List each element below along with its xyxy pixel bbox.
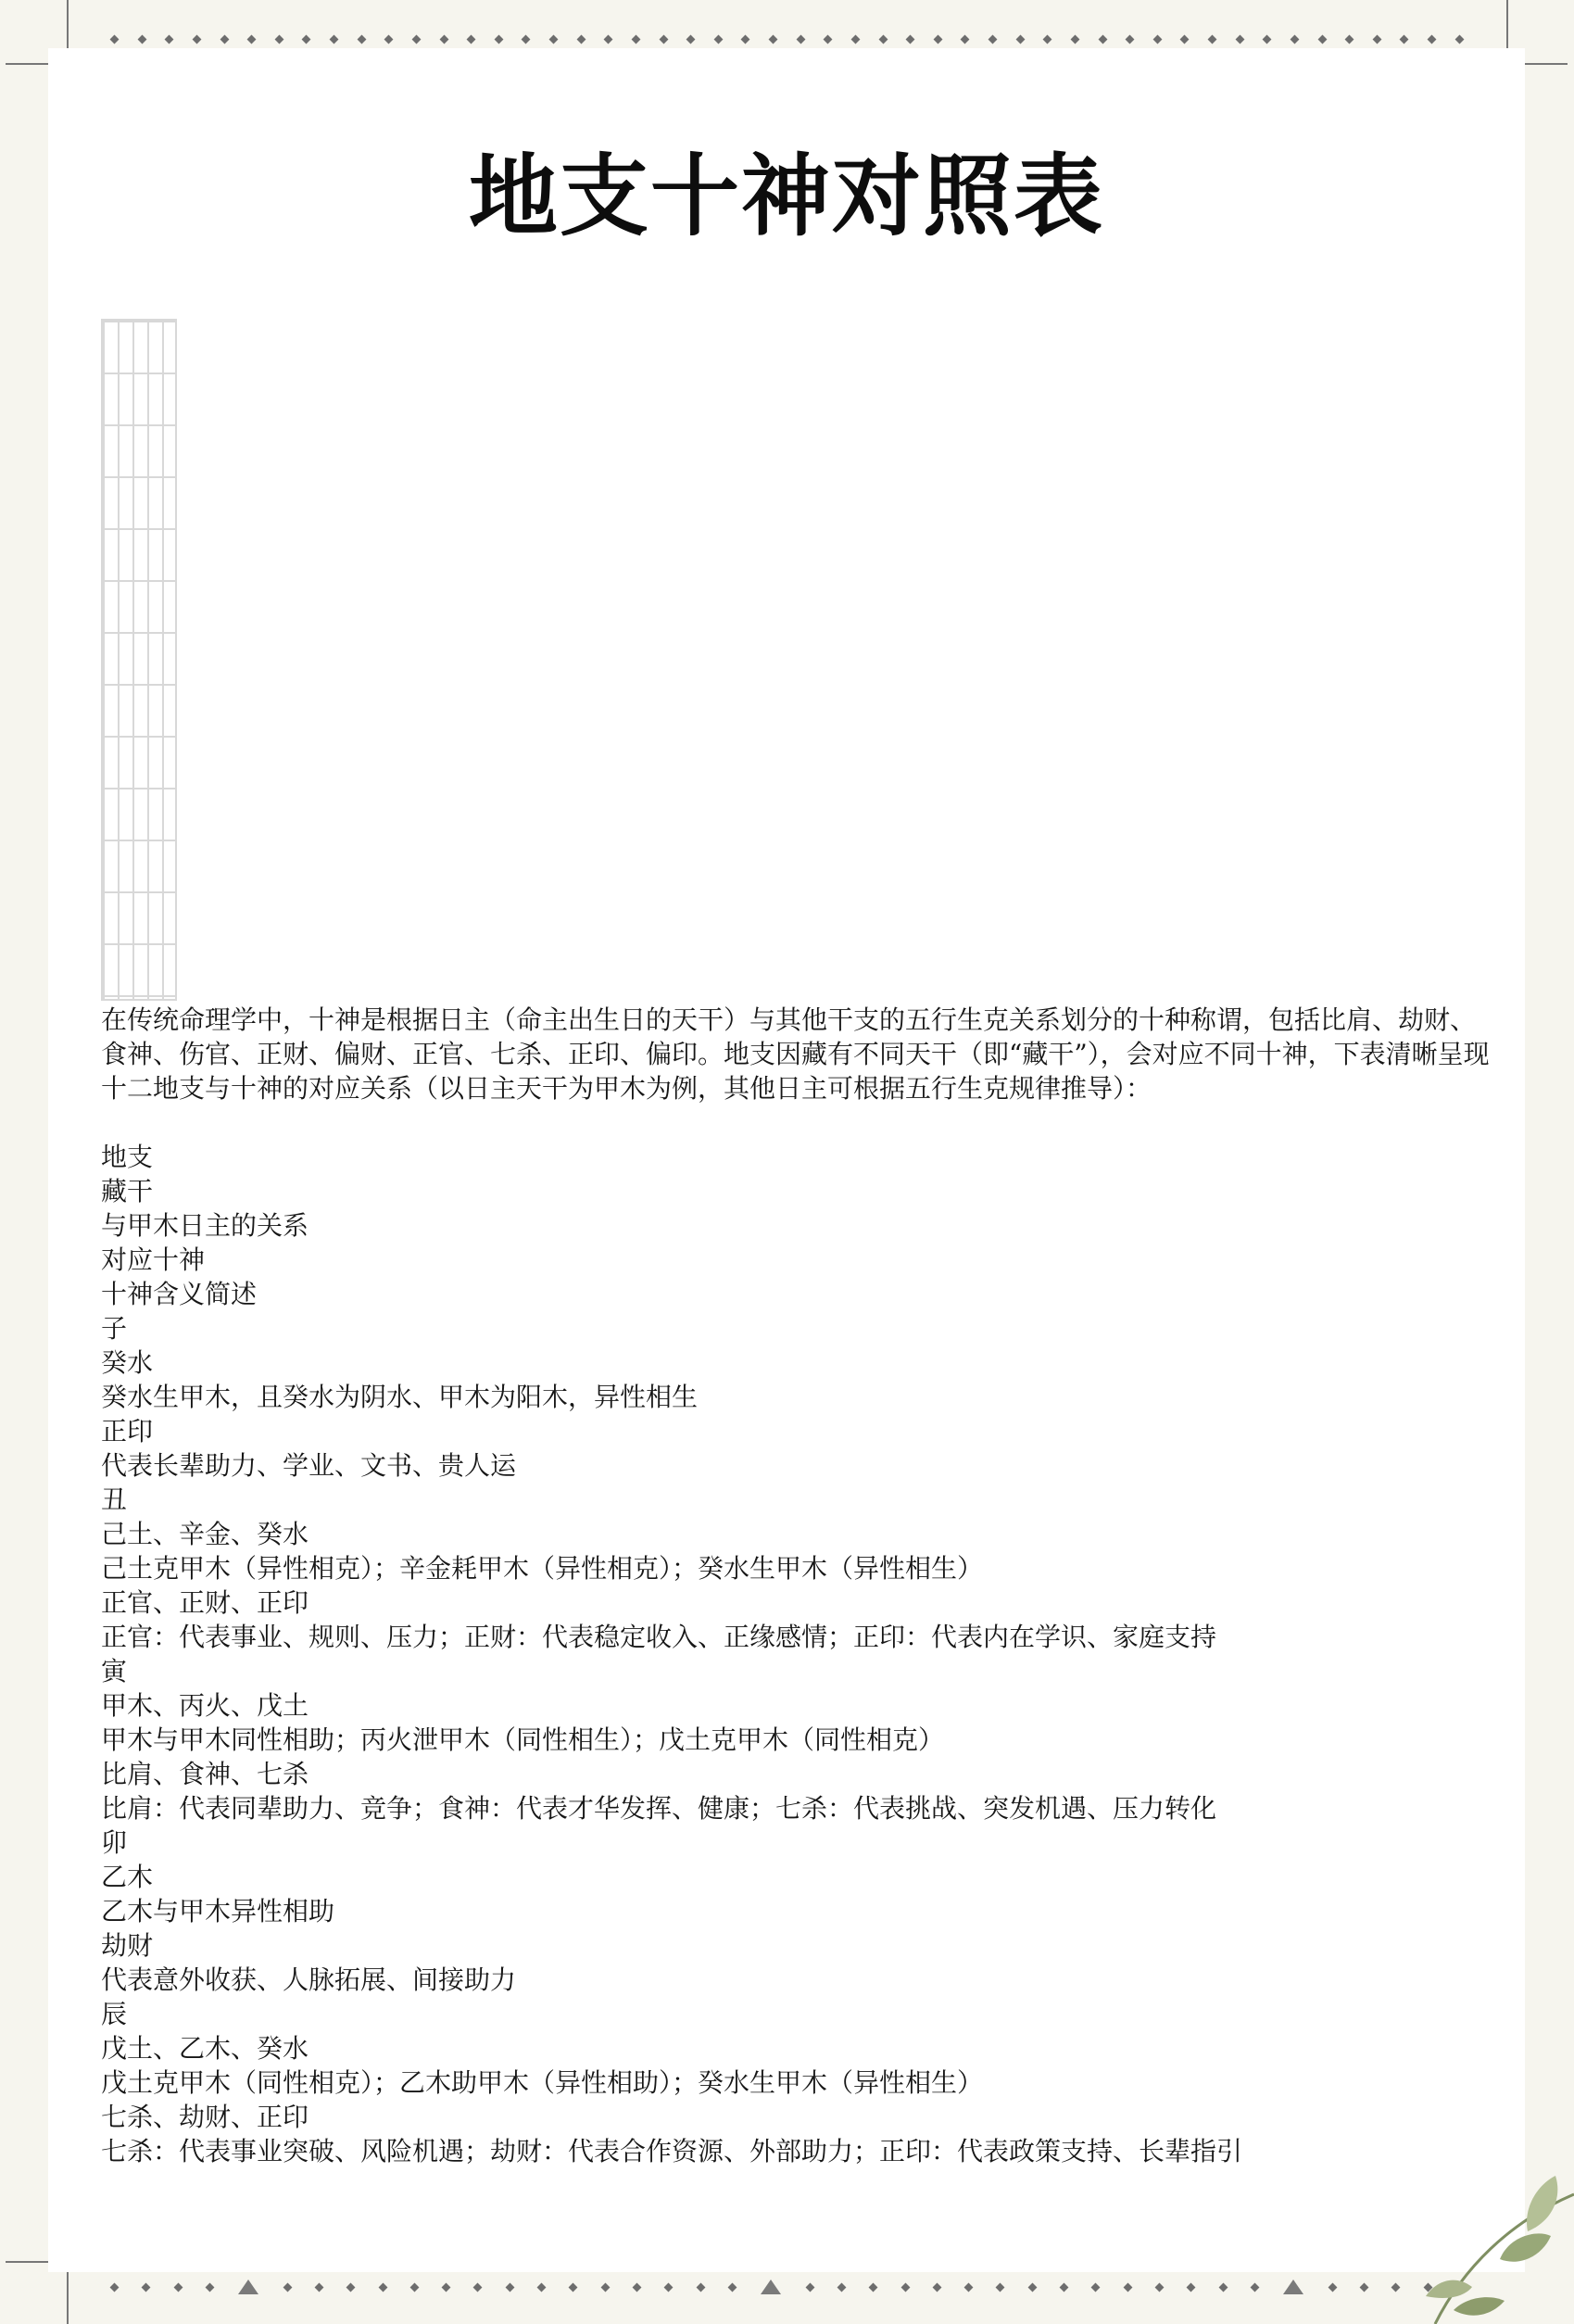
table-cell-meaning: 七杀：代表事业突破、风险机遇；劫财：代表合作资源、外部助力；正印：代表政策支持、长辈指引	[101, 2136, 1243, 2166]
table-cell-ten-gods: 劫财	[101, 1930, 154, 1961]
intro-paragraph: 在传统命理学中，十神是根据日主（命主出生日的天干）与其他干支的五行生克关系划分的十种称谓，包括比肩、劫财、食神、伤官、正财、偏财、正官、七杀、正印、偏印。地支因藏有不同天干（即“藏干”），会对应不同十神，下表清晰呈现十二地支与十神的对应关系（以日主天干为甲木为例，其他日主可根据五行生克规律推导）：	[101, 1004, 1490, 1104]
document-sheet	[48, 48, 1525, 2272]
frame-line-top-right	[1525, 63, 1568, 65]
table-cell-meaning: 比肩：代表同辈助力、竞争；食神：代表才华发挥、健康；七杀：代表挑战、突发机遇、压力转化	[101, 1793, 1217, 1824]
frame-line-bottom-left	[6, 2261, 48, 2263]
table-cell-hidden-stems: 己土、辛金、癸水	[101, 1519, 309, 1549]
table-header-branch: 地支	[101, 1142, 154, 1172]
table-cell-hidden-stems: 戊土、乙木、癸水	[101, 2033, 309, 2064]
table-cell-branch: 子	[101, 1313, 128, 1344]
document-body	[101, 1003, 1491, 2168]
border-dots-bottom	[111, 2278, 1463, 2296]
table-cell-relation: 癸水生甲木，且癸水为阴水、甲木为阳木，异性相生	[101, 1382, 699, 1412]
page-title: 地支十神对照表	[469, 145, 1104, 248]
table-cell-hidden-stems: 甲木、丙火、戊土	[101, 1690, 309, 1721]
table-header-ten-gods: 对应十神	[101, 1244, 206, 1275]
table-cell-hidden-stems: 乙木	[101, 1862, 154, 1892]
table-cell-relation: 己土克甲木（异性相克）；辛金耗甲木（异性相克）；癸水生甲木（异性相生）	[101, 1553, 984, 1584]
table-cell-branch: 丑	[101, 1484, 128, 1515]
triangle-ornament	[238, 2280, 258, 2294]
table-cell-meaning: 代表长辈助力、学业、文书、贵人运	[101, 1450, 517, 1481]
frame-line-top-left	[6, 63, 48, 65]
table-cell-branch: 寅	[101, 1656, 128, 1686]
table-cell-ten-gods: 七杀、劫财、正印	[101, 2102, 309, 2132]
table-cell-meaning: 代表意外收获、人脉拓展、间接助力	[101, 1964, 517, 1995]
triangle-ornament	[761, 2280, 781, 2294]
table-cell-meaning: 正官：代表事业、规则、压力；正财：代表稳定收入、正缘感情；正印：代表内在学识、家庭支持	[101, 1622, 1217, 1652]
table-header-relation: 与甲木日主的关系	[101, 1210, 309, 1241]
border-dots-top	[111, 30, 1463, 48]
table-cell-ten-gods: 正印	[101, 1416, 154, 1446]
table-header-hidden-stems: 藏干	[101, 1176, 154, 1206]
table-cell-relation: 戊土克甲木（同性相克）；乙木助甲木（异性相助）；癸水生甲木（异性相生）	[101, 2067, 984, 2098]
table-header-meaning: 十神含义简述	[101, 1279, 258, 1309]
empty-grid-table	[101, 319, 177, 1001]
frame-line-left-top	[67, 0, 69, 56]
frame-line-right-top	[1506, 0, 1508, 56]
table-cell-branch: 卯	[101, 1827, 128, 1858]
table-cell-branch: 辰	[101, 1999, 128, 2029]
leaf-decoration-icon	[1398, 2111, 1574, 2324]
table-cell-relation: 乙木与甲木异性相助	[101, 1896, 335, 1926]
table-cell-relation: 甲木与甲木同性相助；丙火泄甲木（同性相生）；戊土克甲木（同性相克）	[101, 1724, 945, 1755]
table-cell-hidden-stems: 癸水	[101, 1347, 154, 1378]
table-cell-ten-gods: 比肩、食神、七杀	[101, 1759, 309, 1789]
triangle-ornament	[1283, 2280, 1303, 2294]
frame-line-left-bottom	[67, 2270, 69, 2324]
table-cell-ten-gods: 正官、正财、正印	[101, 1587, 309, 1618]
